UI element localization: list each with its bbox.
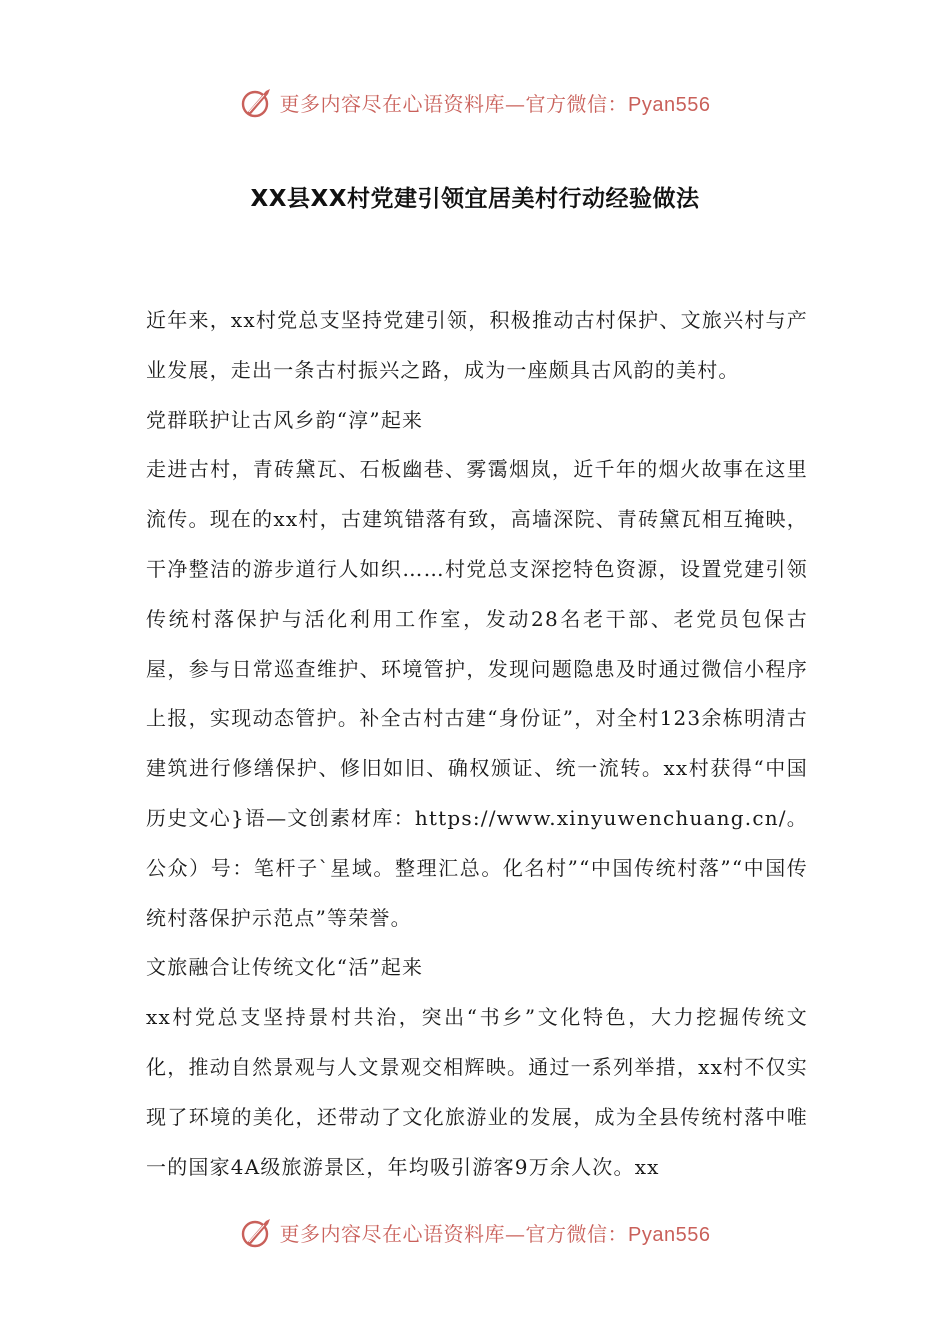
wechat-id: Pyan556: [628, 1223, 711, 1246]
quill-pen-logo-icon: [240, 85, 274, 119]
document-body: [146, 296, 808, 1192]
paragraph-section-2: xx村党总支坚持景村共治，突出“书乡”文化特色，大力挖掘传统文化，推动自然景观与人文景观交相辉映。通过一系列举措，xx村不仅实现了环境的美化，还带动了文化旅游业的发展，成为全县传统村落中唯一的国家4A级旅游景区，年均吸引游客9万余人次。xx: [146, 1005, 808, 1179]
section-heading-1: 党群联护让古风乡韵“淳”起来: [146, 407, 424, 432]
document-title: XX县XX村党建引领宜居美村行动经验做法: [250, 186, 700, 212]
banner-text: 更多内容尽在心语资料库—官方微信：Pyan556: [279, 91, 711, 116]
header-banner: [0, 82, 950, 122]
paragraph-section-1: 走进古村，青砖黛瓦、石板幽巷、雾霭烟岚，近千年的烟火故事在这里流传。现在的xx村，古建筑错落有致，高墙深院、青砖黛瓦相互掩映，干净整洁的游步道行人如织……村党总支深挖特色资源，设置党建引领传统村落保护与活化利用工作室，发动28名老干部、老党员包保古屋，参与日常巡查维护、环境管护，发现问题隐患及时通过微信小程序上报，实现动态管护。补全古村古建“身份证”，对全村123余栋明清古建筑进行修缮保护、修旧如旧、确权颁证、统一流转。xx村获得“中国历史文心}语—文创素材库：https://www.xinyuwenchuang.cn/。公众）号：笔杆子`星域。整理汇总。化名村”“中国传统村落”“中国传统村落保护示范点”等荣誉。: [146, 457, 808, 930]
footer-banner: [0, 1212, 950, 1252]
paragraph-intro: 近年来，xx村党总支坚持党建引领，积极推动古村保护、文旅兴村与产业发展，走出一条古村振兴之路，成为一座颇具古风韵的美村。: [146, 308, 808, 382]
wechat-id: Pyan556: [628, 93, 711, 116]
quill-pen-logo-icon: [240, 1215, 274, 1249]
banner-text: 更多内容尽在心语资料库—官方微信：Pyan556: [279, 1221, 711, 1246]
section-heading-2: 文旅融合让传统文化“活”起来: [146, 955, 424, 980]
